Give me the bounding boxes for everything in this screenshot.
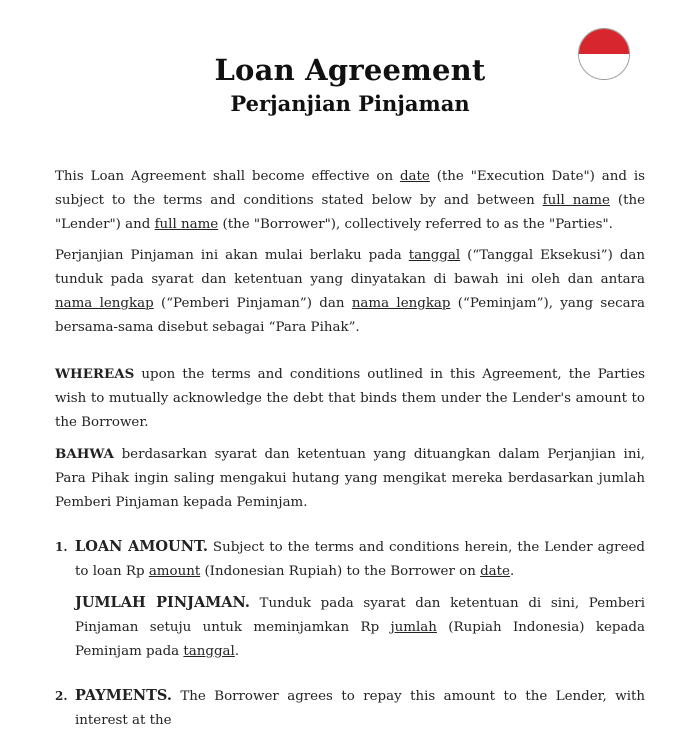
flag-red-stripe [579, 29, 629, 54]
intro-paragraph-id: Perjanjian Pinjaman ini akan mulai berlaku pada tanggal (“Tanggal Eksekusi”) dan tunduk pada syarat dan ketentuan yang dinyatakan di bawah ini oleh dan antara nama lengkap (“Pemberi Pinjaman”) dan nama lengkap (“Peminjam”), yang secara bersama-sama disebut sebagai “Para Pihak”. [55, 248, 645, 335]
section-2-text-en: PAYMENTS. The Borrower agrees to repay this amount to the Lender, with interest at the [75, 687, 645, 728]
intro-paragraph-en: This Loan Agreement shall become effective on date (the "Execution Date") and is subject to the terms and conditions stated below by and between full name (the "Lender") and full name (the "Borrower"), collectively referred to as the "Parties". [55, 169, 645, 232]
section-1-text-id: JUMLAH PINJAMAN. Tunduk pada syarat dan ketentuan di sini, Pemberi Pinjaman setuju untuk meminjamkan Rp jumlah (Rupiah Indonesia) kepada Peminjam pada tanggal. [75, 594, 645, 659]
date-placeholder: date [399, 169, 430, 184]
whereas-paragraph-id: BAHWA berdasarkan syarat dan ketentuan yang dituangkan dalam Perjanjian ini, Para Pihak ingin saling mengakui hutang yang mengikat mereka berdasarkan jumlah Pemberi Pinjaman kepada Peminjam. [55, 446, 645, 510]
section-1-text-en: LOAN AMOUNT. Subject to the terms and conditions herein, the Lender agreed to loan Rp amount (Indonesian Rupiah) to the Borrower on date. [75, 538, 645, 579]
borrower-name-placeholder: full name [154, 217, 219, 232]
section-loan-amount [55, 535, 645, 664]
section-payments [55, 684, 645, 733]
section-number: 1. [55, 540, 68, 554]
document-subtitle: Perjanjian Pinjaman [230, 91, 470, 116]
lender-name-placeholder: full name [542, 193, 610, 208]
pemberi-nama-placeholder: nama lengkap [55, 296, 154, 311]
section-heading: PAYMENTS. [75, 687, 172, 704]
section-number: 2. [55, 689, 68, 703]
whereas-paragraph-en: WHEREAS upon the terms and conditions outlined in this Agreement, the Parties wish to mutually acknowledge the debt that binds them under the Lender's amount to the Borrower. [55, 366, 645, 430]
amount-placeholder: amount [148, 564, 201, 579]
peminjam-nama-placeholder: nama lengkap [351, 296, 451, 311]
tanggal-placeholder: tanggal [408, 248, 461, 263]
tanggal-placeholder: tanggal [183, 644, 235, 659]
jumlah-placeholder: jumlah [390, 620, 437, 635]
date-placeholder: date [480, 564, 510, 579]
document-title: Loan Agreement [214, 53, 486, 87]
section-heading: JUMLAH PINJAMAN. [75, 594, 250, 611]
section-heading: LOAN AMOUNT. [75, 538, 208, 555]
